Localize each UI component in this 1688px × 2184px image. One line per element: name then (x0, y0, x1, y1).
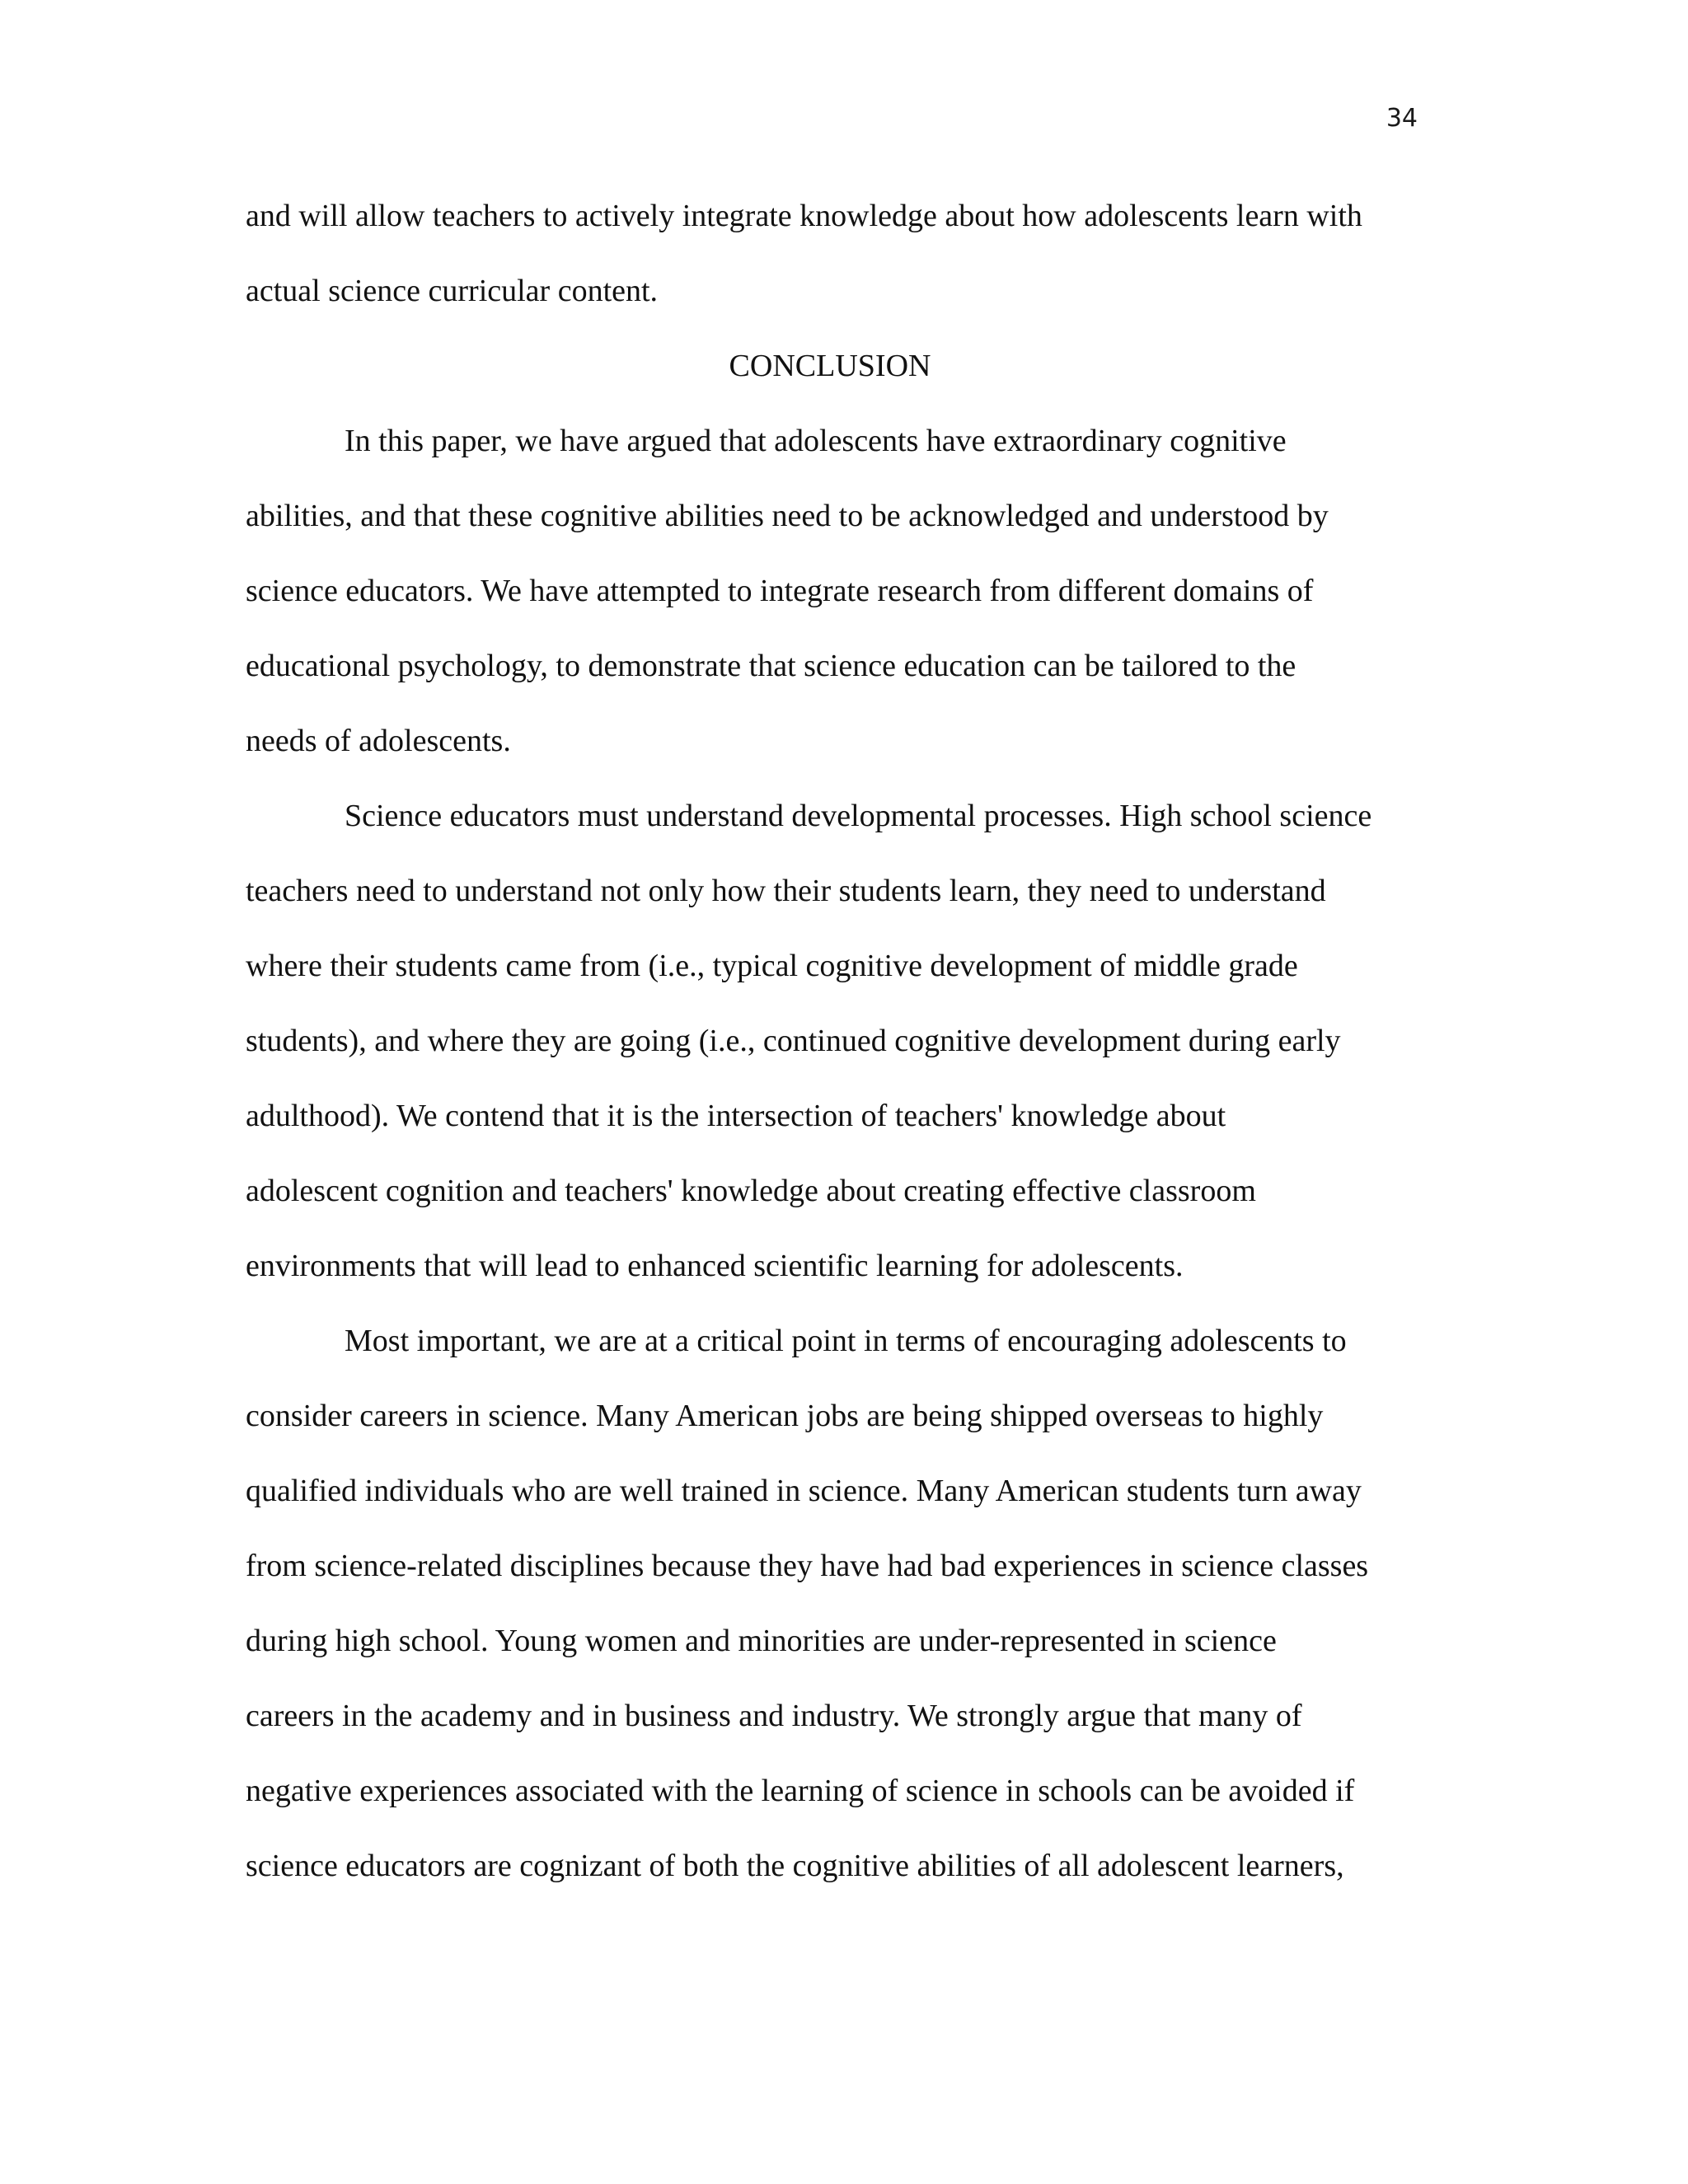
text-line: during high school. Young women and minorities are under-represented in science (246, 1624, 1277, 1658)
text-line: negative experiences associated with the learning of science in schools can be avoided if (246, 1774, 1355, 1808)
text-line: consider careers in science. Many American jobs are being shipped overseas to highly (246, 1399, 1324, 1433)
text-line: teachers need to understand not only how their students learn, they need to understand (246, 874, 1326, 908)
text-line: science educators are cognizant of both the cognitive abilities of all adolescent learners, (246, 1849, 1344, 1883)
text-line: careers in the academy and in business and industry. We strongly argue that many of (246, 1699, 1302, 1733)
paragraph-first-line: Science educators must understand developmental processes. High school science (345, 799, 1372, 833)
paragraph-first-line: Most important, we are at a critical point in terms of encouraging adolescents to (345, 1324, 1347, 1358)
text-line: and will allow teachers to actively integrate knowledge about how adolescents learn with (246, 199, 1362, 233)
text-line: environments that will lead to enhanced scientific learning for adolescents. (246, 1249, 1184, 1283)
text-line: abilities, and that these cognitive abilities need to be acknowledged and understood by (246, 499, 1329, 533)
text-line: actual science curricular content. (246, 274, 659, 308)
text-line: educational psychology, to demonstrate that science education can be tailored to the (246, 649, 1296, 683)
paragraph-first-line: In this paper, we have argued that adolescents have extraordinary cognitive (345, 424, 1287, 458)
page-number: 34 (1386, 104, 1418, 133)
text-line: from science-related disciplines because they have had bad experiences in science classes (246, 1549, 1369, 1583)
text-line: qualified individuals who are well trained in science. Many American students turn away (246, 1474, 1362, 1508)
text-line: needs of adolescents. (246, 724, 511, 758)
text-line: where their students came from (i.e., typical cognitive development of middle grade (246, 949, 1298, 983)
text-line: students), and where they are going (i.e., continued cognitive development during early (246, 1024, 1341, 1058)
text-line: adolescent cognition and teachers' knowledge about creating effective classroom (246, 1174, 1256, 1208)
section-heading: CONCLUSION (729, 349, 931, 383)
text-line: science educators. We have attempted to integrate research from different domains of (246, 574, 1314, 608)
text-line: adulthood). We contend that it is the intersection of teachers' knowledge about (246, 1099, 1226, 1133)
